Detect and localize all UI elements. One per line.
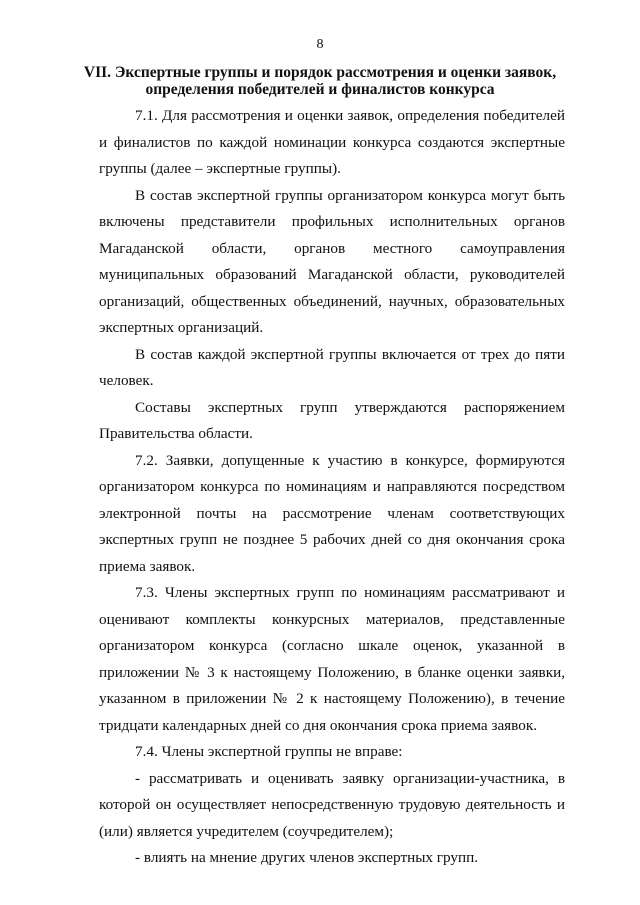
section-heading (60, 64, 580, 98)
page-number: 8 (316, 37, 324, 52)
paragraph-expert-composition: В состав экспертной группы организатором конкурса могут быть включены представители профильных исполнительных органов Магаданской области, органов местного самоуправления муниципальных образований Магаданской области, руководителей организаций, общественных объединений, научных, образовательных экспертных организаций. (99, 186, 565, 336)
section-heading-line-1: VII. Экспертные группы и порядок рассмотрения и оценки заявок, (83, 64, 557, 81)
paragraph-7-2: 7.2. Заявки, допущенные к участию в конкурсе, формируются организатором конкурса по номинациям и направляются посредством электронной почты на рассмотрение членам соответствующих экспертных групп не позднее 5 рабочих дней со дня окончания срока приема заявок. (99, 451, 565, 575)
paragraph-7-3: 7.3. Члены экспертных групп по номинациям рассматривают и оценивают комплекты конкурсных материалов, представленные организатором конкурса (согласно шкале оценок, указанной в приложении № 3 к настоящему Положению, в бланке оценки заявки, указанном в приложении № 2 к настоящему Положению), в течение тридцати календарных дней со дня окончания срока приема заявок. (99, 584, 565, 734)
section-heading-line-2: определения победителей и финалистов конкурса (145, 81, 495, 98)
paragraph-group-size: В состав каждой экспертной группы включается от трех до пяти человек. (99, 345, 565, 389)
list-item-restriction-1: - рассматривать и оценивать заявку организации-участника, в которой он осуществляет непосредственную трудовую деятельность и (или) является учредителем (соучредителем); (99, 769, 565, 840)
paragraph-7-4: 7.4. Члены экспертной группы не вправе: (135, 743, 403, 760)
body-text (99, 103, 565, 872)
paragraph-7-1: 7.1. Для рассмотрения и оценки заявок, определения победителей и финалистов по каждой номинации конкурса создаются экспертные группы (далее – экспертные группы). (99, 107, 565, 177)
paragraph-approval: Составы экспертных групп утверждаются распоряжением Правительства области. (99, 398, 565, 442)
list-item-restriction-2: - влиять на мнение других членов экспертных групп. (135, 849, 479, 866)
